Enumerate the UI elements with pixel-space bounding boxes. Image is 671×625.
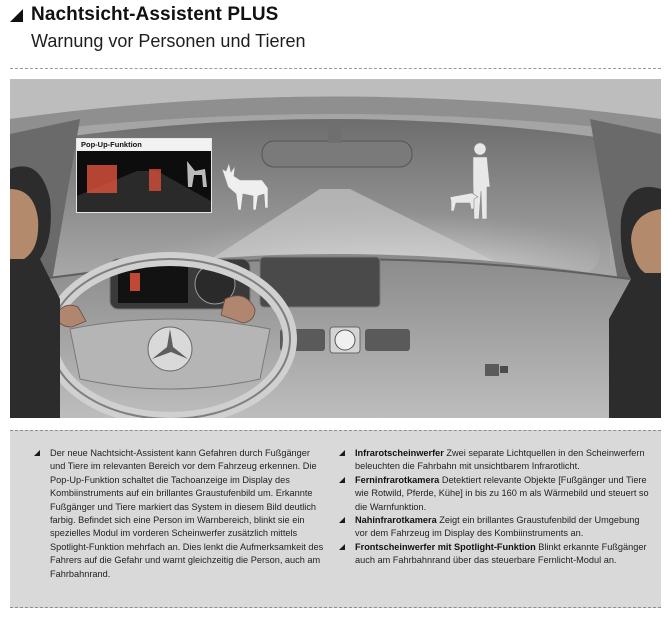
page-title: Nachtsicht-Assistent PLUS [31, 4, 279, 25]
info-item-text: Blinkt erkannte Fußgänger auch am Fahrbahnrand über das steuerbare Fernlicht-Modul an. [355, 541, 647, 566]
info-item [339, 541, 649, 568]
triangle-bullet-icon [339, 517, 345, 523]
info-left-column [34, 447, 324, 581]
info-item-text: Zeigt ein brillantes Graustufenbild der Umgebung vor dem Fahrzeug im Display des Kombiinstruments an. [355, 515, 640, 539]
info-item-text: Detektiert relevante Objekte [Fußgänger und Tiere wie Rotwild, Pferde, Kühe] in bis zu 160 m als Wärmebild und steuert so die Warnfunktion. [355, 474, 649, 512]
popup-display-inset [76, 138, 212, 213]
info-item-term: Nahinfrarotkamera [355, 515, 437, 526]
divider [10, 68, 661, 69]
info-item-term: Ferninfrarotkamera [355, 474, 440, 485]
page-subtitle: Warnung vor Personen und Tieren [31, 31, 306, 51]
info-item-text: Zwei separate Lichtquellen in den Scheinwerfern beleuchten die Fahrbahn mit unsichtbarem Infrarotlicht. [355, 448, 645, 472]
info-item [339, 447, 649, 474]
info-item-term: Frontscheinwerfer mit Spotlight-Funktion [355, 541, 536, 552]
info-paragraph-text: Der neue Nachtsicht-Assistent kann Gefahren durch Fußgänger und Tiere im relevanten Bereich vor dem Fahrzeug erkennen. Die Pop-Up-Funktion schaltet die Tachoanzeige im Display des Kombiinstruments auf ein brillantes Graustufenbild um. Erkannte Fußgänger und Tiere markiert das System in diesem Bild deutlich farbig. Befindet sich eine Person im Warnbereich, blinkt sie ein spezielles Modul im vorderen Scheinwerfer zusätzlich mittels Spotlight-Funktion mehrfach an. Dies lenkt die Aufmerksamkeit des Fahrers auf die Gefahr und warnt gleichzeitig die Person, auch am Fahrbahnrand. [50, 448, 324, 579]
info-right-column [339, 447, 649, 568]
info-item [339, 474, 649, 514]
illustration-car-interior [10, 79, 661, 418]
popup-title: Pop-Up-Funktion [77, 139, 211, 151]
info-panel [10, 430, 661, 608]
title-row [10, 4, 660, 26]
triangle-bullet-icon [339, 477, 345, 483]
triangle-bullet-icon [339, 544, 345, 550]
triangle-bullet-icon [339, 450, 345, 456]
car-interior-drawing [10, 79, 661, 418]
triangle-bullet-icon [10, 9, 23, 22]
info-item [339, 514, 649, 541]
info-item-term: Infrarotscheinwerfer [355, 448, 444, 458]
info-paragraph [34, 447, 324, 581]
popup-thermal-image [77, 151, 211, 212]
info-top-divider [10, 430, 661, 431]
info-bottom-divider [10, 607, 661, 608]
header [10, 4, 660, 52]
triangle-bullet-icon [34, 450, 40, 456]
